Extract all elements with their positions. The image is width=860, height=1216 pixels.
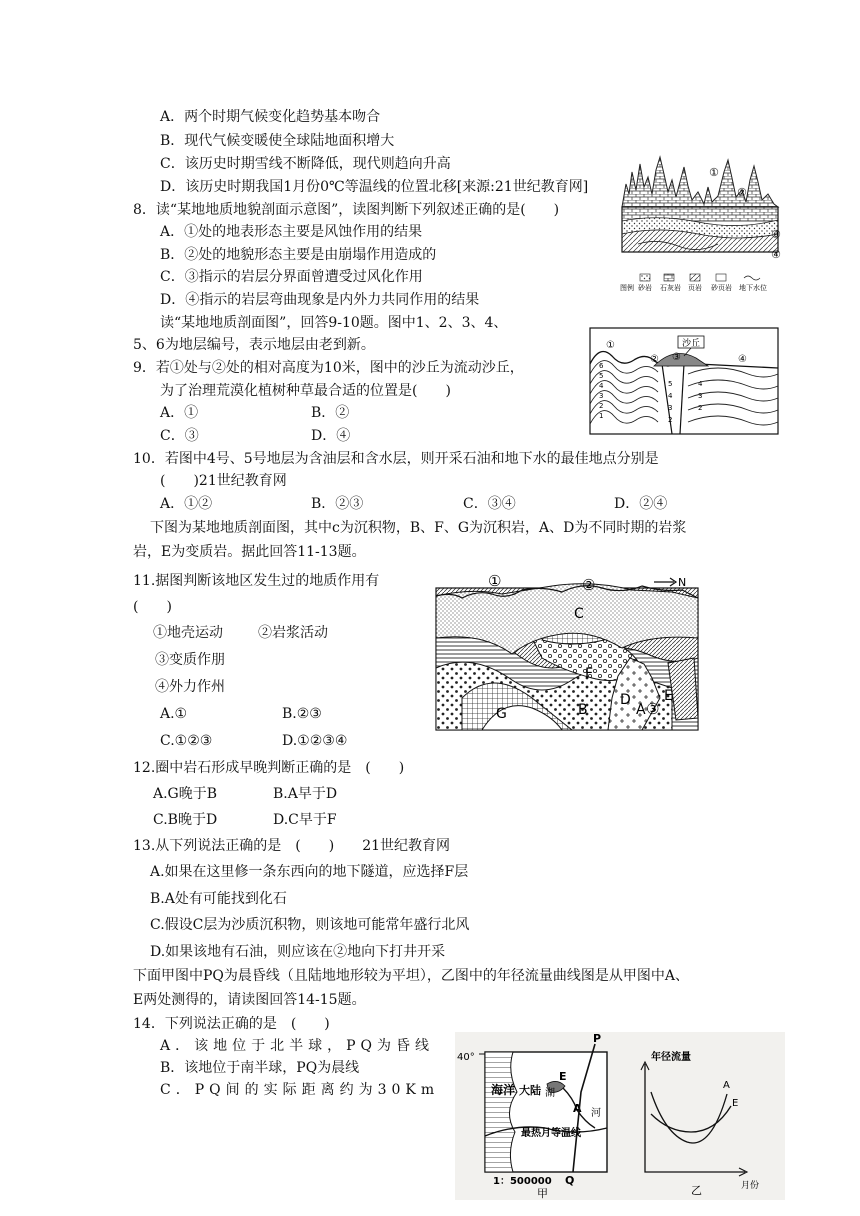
q11-stem-line2: ( )	[133, 599, 172, 615]
intro-14-15-line2: E两处测得的，请读图回答14-15题。	[133, 992, 366, 1008]
q8-option-b: B．②处的地貌形态主要是由崩塌作用造成的	[160, 247, 437, 263]
q11-item-3: ③变质作朋	[155, 652, 225, 668]
q13-option-a: A.如果在这里修一条东西向的地下隧道，应选择F层	[150, 864, 469, 880]
q11-item-4: ④外力作州	[155, 679, 225, 695]
dune-label: 沙丘	[682, 339, 701, 349]
q12-option-d: D.C早于F	[273, 812, 337, 828]
layer-number: 3	[668, 404, 673, 412]
q8-stem: 8．读“某地地质地貌剖面示意图”，读图判断下列叙述正确的是( )	[133, 202, 560, 218]
layer-number: 1	[599, 412, 604, 420]
q13-option-d: D.如果该地有石油，则应该在②地向下打井开采	[150, 944, 446, 960]
q7-option-c: C．该历史时期雪线不断降低，现代则趋向升高	[160, 156, 451, 172]
legend-sandstone: 砂岩	[638, 284, 652, 292]
intro-9-10-line2: 5、6为地层编号，表示地层由老到新。	[133, 337, 375, 353]
rock-section-figure	[432, 568, 704, 736]
north-arrow-label: N	[678, 576, 687, 589]
q10-option-c: C．③④	[463, 496, 516, 512]
legend-sandy-shale: 砂页岩	[711, 284, 732, 292]
profile-marker-1: ①	[709, 166, 719, 179]
site-marker-3: ③	[646, 700, 660, 718]
q7-option-d: D．该历史时期我国1月份0℃等温线的位置北移[来源:21世纪教育网]	[160, 179, 589, 195]
layer-number: 5	[599, 372, 604, 380]
lake-label: 湖	[545, 1088, 555, 1099]
point-e: E	[559, 1070, 567, 1083]
chart-caption-yi: 乙	[691, 1184, 702, 1197]
layer-number: 2	[668, 416, 673, 424]
q12-stem: 12.圈中岩石形成早晚判断正确的是 ( )	[133, 760, 405, 776]
q14-option-b: B．该地位于南半球，PQ为晨线	[160, 1060, 360, 1076]
q10-option-a: A．①②	[160, 496, 213, 512]
map-scale: 1：500000	[493, 1176, 552, 1187]
q12-option-a: A.G晚于B	[153, 786, 218, 802]
q10-option-b: B．②③	[311, 496, 364, 512]
layer-number: 4	[599, 382, 604, 390]
legend-limestone: 石灰岩	[660, 284, 681, 292]
intro-11-13-line2: 岩，E为变质岩。据此回答11-13题。	[133, 544, 366, 560]
layer-label-c: C	[574, 606, 584, 622]
intro-9-10-line1: 读“某地地质剖面图”，回答9-10题。图中1、2、3、4、	[160, 315, 508, 331]
legend-title: 图例	[620, 284, 634, 292]
q9-stem-line2: 为了治理荒漠化植树种草最合适的位置是( )	[160, 383, 451, 399]
q12-option-b: B.A早于D	[273, 786, 338, 802]
q14-stem: 14．下列说法正确的是 ( )	[133, 1016, 330, 1032]
layer-number: 5	[668, 380, 673, 388]
landform-profile-figure	[618, 152, 786, 297]
q8-option-a: A．①处的地表形态主要是风蚀作用的结果	[160, 224, 423, 240]
layer-number: 4	[668, 392, 673, 400]
intro-14-15-line1: 下面甲图中PQ为晨昏线（且陆地地形较为平坦），乙图中的年径流量曲线图是从甲图中A、	[133, 968, 690, 984]
terminator-map-and-runoff-figure	[455, 1032, 785, 1200]
q13-option-b: B.A处有可能找到化石	[150, 891, 287, 907]
profile-marker-3: ③	[771, 228, 781, 241]
q7-option-a: A．两个时期气候变化趋势基本吻合	[160, 109, 381, 125]
layer-label-e: E	[664, 688, 673, 704]
section-marker-1: ①	[606, 340, 615, 351]
q11-option-a: A.①	[160, 706, 188, 722]
q10-option-d: D．②④	[614, 496, 668, 512]
geologic-section-dune-figure	[588, 326, 780, 436]
river-label: 河	[591, 1108, 601, 1119]
section-marker-2: ②	[650, 354, 659, 365]
q13-option-c: C.假设C层为沙质沉积物，则该地可能常年盛行北风	[150, 917, 470, 933]
curve-label-a: A	[723, 1080, 730, 1091]
runoff-y-axis-label: 年径流量	[651, 1052, 691, 1063]
q11-option-c: C.①②③	[160, 733, 213, 749]
q10-stem-line2: ( )21世纪教育网	[160, 473, 287, 489]
q10-stem-line1: 10．若图中4号、5号地层为含油层和含水层，则开采石油和地下水的最佳地点分别是	[133, 451, 659, 467]
site-marker-1: ①	[488, 572, 502, 590]
runoff-x-axis-label: 月份	[741, 1181, 760, 1191]
point-p: P	[593, 1032, 602, 1045]
sea-label: 海洋	[491, 1083, 516, 1097]
isotherm-label: 最热月等温线	[521, 1128, 581, 1139]
q11-option-b: B.②③	[282, 706, 322, 722]
q9-option-b: B．②	[311, 405, 350, 421]
q11-stem-line1: 11.据图判断该地区发生过的地质作用有	[133, 573, 380, 589]
layer-label-f: F	[585, 666, 594, 682]
point-a: A	[573, 1102, 582, 1115]
layer-number: 4	[698, 380, 703, 388]
latitude-label: 40°	[457, 1052, 475, 1063]
layer-number: 2	[599, 402, 604, 410]
q9-stem-line1: 9．若①处与②处的相对高度为10米，图中的沙丘为流动沙丘，	[133, 360, 524, 376]
layer-label-d: D	[620, 692, 631, 708]
section-marker-3: ③	[672, 352, 681, 363]
legend-water-table: 地下水位	[739, 284, 767, 292]
layer-label-g: G	[496, 706, 507, 722]
profile-marker-2: ②	[737, 186, 747, 199]
section-marker-4: ④	[738, 354, 747, 365]
q8-option-c: C．③指示的岩层分界面曾遭受过风化作用	[160, 269, 423, 285]
q12-option-c: C.B晚于D	[153, 812, 218, 828]
continent-label: 大陆	[519, 1084, 541, 1097]
q11-option-d: D.①②③④	[282, 733, 348, 749]
q9-option-c: C．③	[160, 428, 199, 444]
q13-stem: 13.从下列说法正确的是 ( ) 21世纪教育网	[133, 838, 451, 854]
point-q: Q	[565, 1174, 575, 1187]
curve-label-e: E	[732, 1098, 739, 1109]
q9-option-d: D．④	[311, 428, 351, 444]
intro-11-13-line1: 下图为某地地质剖面图，其中c为沉积物，B、F、G为沉积岩，A、D为不同时期的岩浆	[150, 520, 687, 536]
q11-item-2: ②岩浆活动	[258, 625, 328, 641]
q7-option-b: B．现代气候变暖使全球陆地面积增大	[160, 133, 395, 149]
layer-number: 3	[599, 392, 604, 400]
layer-number: 2	[698, 404, 703, 412]
legend-shale: 页岩	[688, 284, 702, 292]
q14-option-a: A．该地位于北半球，PQ为昏线	[160, 1038, 435, 1054]
map-caption-jia: 甲	[537, 1187, 548, 1200]
layer-label-b: B	[578, 702, 588, 718]
profile-marker-4: ④	[771, 248, 781, 261]
q8-option-d: D．④指示的岩层弯曲现象是内外力共同作用的结果	[160, 292, 480, 308]
layer-number: 6	[599, 362, 604, 370]
q14-option-c: C．PQ间的实际距离约为30Km	[160, 1082, 440, 1098]
site-marker-2: ②	[582, 576, 596, 594]
layer-number: 3	[698, 392, 703, 400]
q11-item-1: ①地壳运动	[153, 625, 223, 641]
layer-label-a: A	[636, 702, 646, 718]
q9-option-a: A．①	[160, 405, 199, 421]
